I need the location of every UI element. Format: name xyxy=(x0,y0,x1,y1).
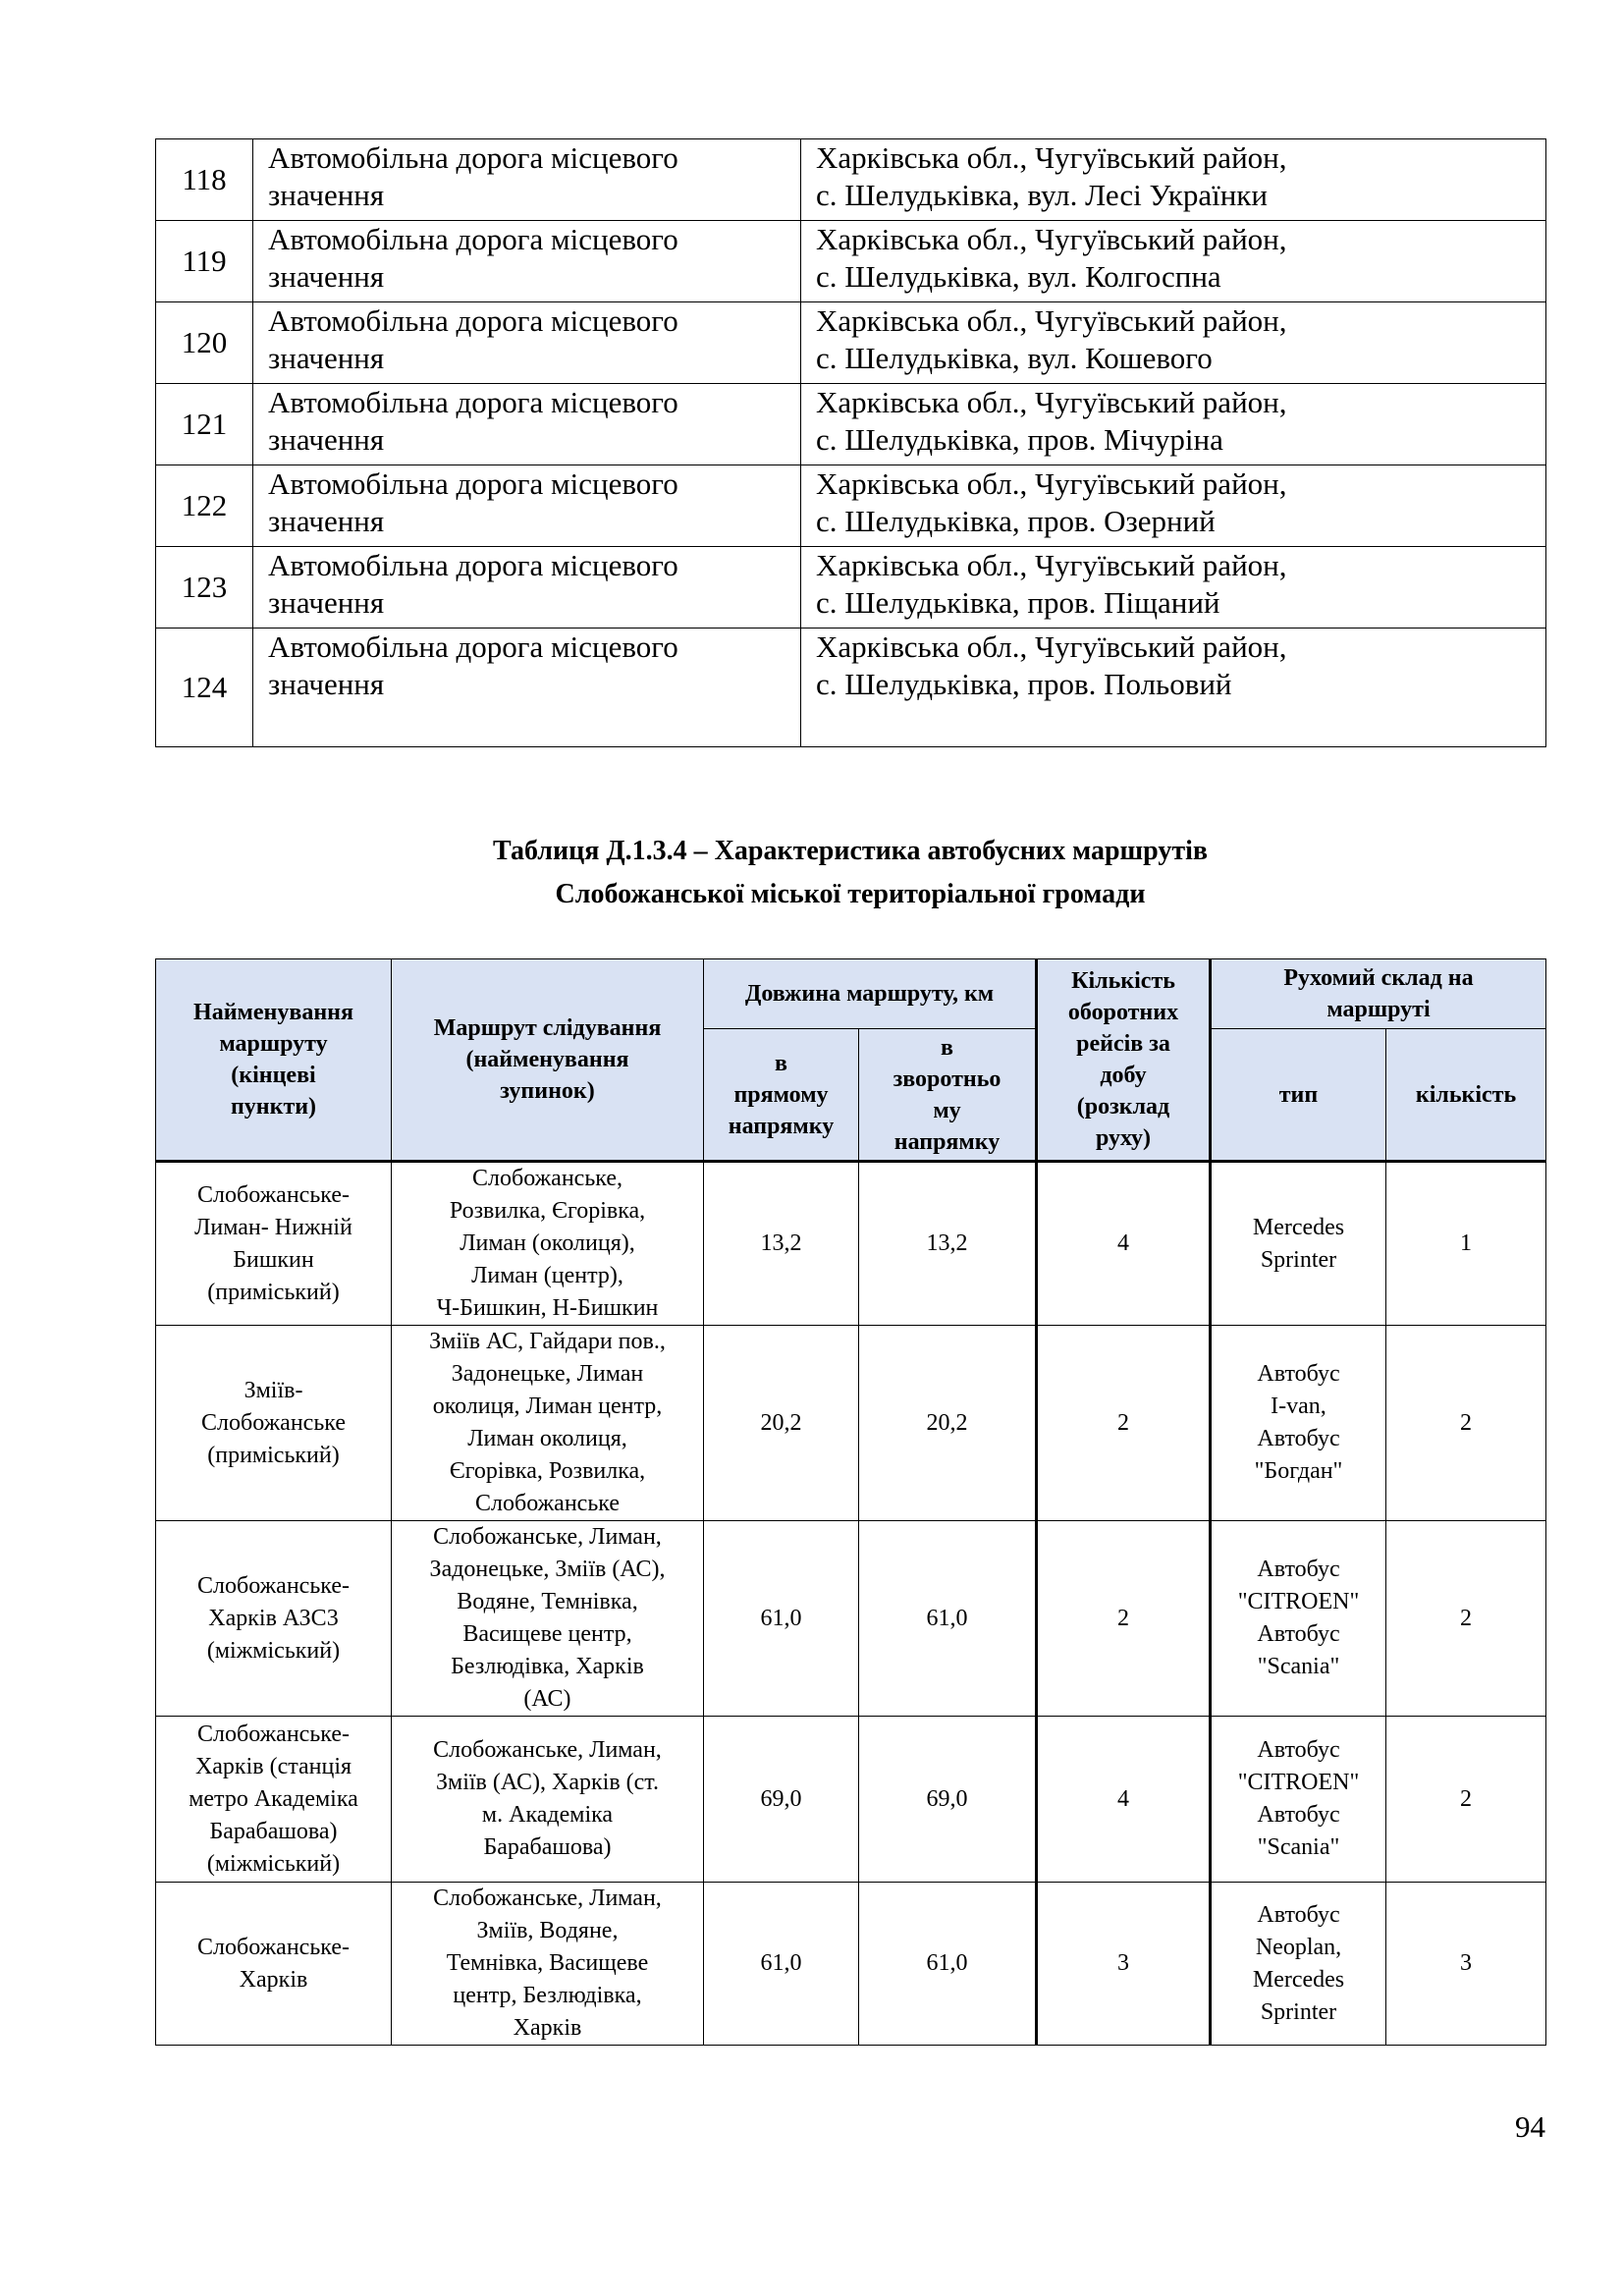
route-path-line: Харків xyxy=(513,2015,582,2041)
route-path-line: Слобожанське, Лиман, xyxy=(433,1524,662,1550)
header-route-path-line: Маршрут слідування xyxy=(433,1015,662,1041)
route-path-line: Зміїв АС, Гайдари пов., xyxy=(429,1329,666,1354)
table-caption xyxy=(155,830,1545,916)
table-row xyxy=(156,629,1546,747)
route-name-line: Слобожанське- xyxy=(197,1181,350,1208)
route-path-line: Лиман (центр), xyxy=(471,1263,623,1288)
header-forward-line: в xyxy=(775,1050,787,1076)
road-name: Автомобільна дорога місцевого значення xyxy=(253,384,801,465)
table-row xyxy=(156,1717,1546,1883)
header-rolling-stock xyxy=(1211,959,1546,1029)
route-path-line: Розвилка, Єгорівка, xyxy=(449,1198,646,1224)
header-type: тип xyxy=(1211,1029,1386,1162)
vehicle-count: 2 xyxy=(1386,1326,1546,1521)
daily-trips: 2 xyxy=(1037,1521,1211,1717)
table-row xyxy=(156,221,1546,302)
road-address: Харківська обл., Чугуївський район, с. Шелудьківка, пров. Мічуріна xyxy=(801,384,1546,465)
vehicle-type-line: Sprinter xyxy=(1260,1998,1337,2025)
route-path-line: Темнівка, Васищеве xyxy=(446,1950,649,1976)
table-row xyxy=(156,139,1546,221)
header-backward-line: напрямку xyxy=(893,1128,1001,1155)
vehicle-type-line: Автобус xyxy=(1257,1361,1340,1387)
route-path-line: Слобожанське, xyxy=(472,1166,623,1191)
vehicle-count: 1 xyxy=(1386,1162,1546,1326)
header-trips-line: рейсів за xyxy=(1076,1031,1170,1057)
bus-routes-table-body xyxy=(156,1162,1546,2046)
vehicle-type-line: "Scania" xyxy=(1257,1654,1340,1679)
route-path-line: Єгорівка, Розвилка, xyxy=(449,1458,646,1484)
road-name: Автомобільна дорога місцевого значення xyxy=(253,629,801,747)
vehicle-type-line: Mercedes xyxy=(1252,1214,1345,1240)
row-number: 118 xyxy=(156,139,253,221)
header-route-path-line: (найменування xyxy=(465,1047,629,1072)
page-number: 94 xyxy=(1515,2109,1545,2144)
vehicle-type-line: Sprinter xyxy=(1260,1246,1337,1273)
route-name-line: (приміський) xyxy=(207,1279,340,1305)
header-trips-line: добу xyxy=(1100,1063,1147,1088)
route-name-line: Харків (станція xyxy=(194,1753,352,1779)
vehicle-count: 2 xyxy=(1386,1521,1546,1717)
table-row xyxy=(156,302,1546,384)
route-name xyxy=(156,1162,392,1326)
route-path-line: Васищеве центр, xyxy=(462,1621,632,1647)
route-path-line: Барабашова) xyxy=(483,1834,612,1860)
table-row xyxy=(156,547,1546,629)
vehicle-type-line: I-van, xyxy=(1271,1394,1326,1419)
route-path-line: Зміїв (АС), Харків (ст. xyxy=(436,1770,659,1795)
caption-line-1: Таблиця Д.1.3.4 – Характеристика автобусних маршрутів xyxy=(492,836,1209,866)
table-row xyxy=(156,384,1546,465)
length-forward: 20,2 xyxy=(704,1326,859,1521)
header-route-name-line: Найменування xyxy=(193,1000,353,1025)
length-backward: 13,2 xyxy=(859,1162,1037,1326)
route-name-line: (приміський) xyxy=(207,1442,340,1468)
vehicle-count: 3 xyxy=(1386,1883,1546,2046)
route-name xyxy=(156,1883,392,2046)
route-path-line: Лиман (околиця), xyxy=(460,1230,635,1256)
vehicle-type-line: Neoplan, xyxy=(1255,1934,1342,1960)
table-row xyxy=(156,465,1546,547)
header-rolling-stock-line: маршруті xyxy=(1326,997,1431,1022)
vehicle-type-line: Автобус xyxy=(1257,1557,1340,1582)
road-address: Харківська обл., Чугуївський район, с. Шелудьківка, вул. Лесі Українки xyxy=(801,139,1546,221)
length-backward: 69,0 xyxy=(859,1717,1037,1883)
header-forward-line: прямому xyxy=(733,1081,829,1108)
route-path xyxy=(392,1162,704,1326)
road-address: Харківська обл., Чугуївський район, с. Шелудьківка, пров. Озерний xyxy=(801,465,1546,547)
vehicle-type-line: Автобус xyxy=(1257,1901,1340,1928)
vehicle-type xyxy=(1211,1717,1386,1883)
vehicle-type xyxy=(1211,1326,1386,1521)
road-address: Харківська обл., Чугуївський район, с. Шелудьківка, вул. Колгоспна xyxy=(801,221,1546,302)
route-path-line: Зміїв, Водяне, xyxy=(476,1918,619,1943)
header-rolling-stock-line: Рухомий склад на xyxy=(1283,965,1474,991)
vehicle-type-line: Автобус xyxy=(1257,1802,1340,1828)
header-backward-line: в xyxy=(941,1034,953,1061)
header-route-path-line: зупинок) xyxy=(500,1078,595,1104)
daily-trips: 4 xyxy=(1037,1162,1211,1326)
vehicle-type xyxy=(1211,1521,1386,1717)
vehicle-type xyxy=(1211,1162,1386,1326)
length-forward: 13,2 xyxy=(704,1162,859,1326)
route-name-line: Харків xyxy=(239,1966,308,1993)
header-backward-line: му xyxy=(933,1097,961,1123)
row-number: 124 xyxy=(156,629,253,747)
daily-trips: 2 xyxy=(1037,1326,1211,1521)
row-number: 120 xyxy=(156,302,253,384)
length-forward: 61,0 xyxy=(704,1521,859,1717)
road-address: Харківська обл., Чугуївський район, с. Шелудьківка, пров. Польовий xyxy=(801,629,1546,747)
header-route-path xyxy=(392,959,704,1162)
route-path xyxy=(392,1521,704,1717)
table-row xyxy=(156,1521,1546,1717)
row-number: 121 xyxy=(156,384,253,465)
road-name: Автомобільна дорога місцевого значення xyxy=(253,221,801,302)
row-number: 122 xyxy=(156,465,253,547)
route-name-line: (міжміський) xyxy=(206,1637,341,1664)
vehicle-type-line: Автобус xyxy=(1257,1737,1340,1763)
header-trips-line: (розклад xyxy=(1076,1094,1170,1120)
route-name-line: метро Академіка xyxy=(189,1785,358,1812)
caption-line-2: Слобожанської міської територіальної громади xyxy=(555,879,1146,909)
table-row xyxy=(156,1883,1546,2046)
header-backward xyxy=(859,1029,1037,1162)
route-name-line: Лиман- Нижній xyxy=(194,1214,352,1240)
route-path-line: Водяне, Темнівка, xyxy=(457,1589,638,1614)
vehicle-type-line: "CITROEN" xyxy=(1237,1770,1360,1795)
header-forward-line: напрямку xyxy=(728,1113,835,1139)
route-path-line: Слобожанське, Лиман, xyxy=(433,1886,662,1911)
route-name-line: Слобожанське xyxy=(201,1409,346,1436)
route-path-line: Безлюдівка, Харків xyxy=(451,1654,644,1679)
route-name-line: Слобожанське- xyxy=(197,1934,350,1960)
route-name-line: Барабашова) xyxy=(209,1818,338,1844)
route-path-line: м. Академіка xyxy=(481,1802,614,1828)
daily-trips: 3 xyxy=(1037,1883,1211,2046)
row-number: 119 xyxy=(156,221,253,302)
road-name: Автомобільна дорога місцевого значення xyxy=(253,139,801,221)
route-path xyxy=(392,1883,704,2046)
header-trips-line: оборотних xyxy=(1067,1000,1179,1025)
route-path-line: (АС) xyxy=(523,1686,571,1712)
roads-table xyxy=(155,138,1546,747)
route-name xyxy=(156,1521,392,1717)
route-name xyxy=(156,1717,392,1883)
vehicle-count: 2 xyxy=(1386,1717,1546,1883)
table-row xyxy=(156,1326,1546,1521)
route-path-line: Слобожанське, Лиман, xyxy=(433,1737,662,1763)
route-path xyxy=(392,1717,704,1883)
header-route-name xyxy=(156,959,392,1162)
vehicle-type-line: Автобус xyxy=(1257,1426,1340,1451)
route-path-line: околиця, Лиман центр, xyxy=(432,1394,663,1419)
vehicle-type-line: "CITROEN" xyxy=(1237,1589,1360,1614)
header-backward-line: зворотньо xyxy=(893,1066,1001,1092)
route-path xyxy=(392,1326,704,1521)
length-backward: 61,0 xyxy=(859,1883,1037,2046)
route-path-line: Задонецьке, Лиман xyxy=(451,1361,644,1387)
length-backward: 61,0 xyxy=(859,1521,1037,1717)
length-backward: 20,2 xyxy=(859,1326,1037,1521)
header-route-name-line: маршруту xyxy=(219,1031,328,1057)
road-name: Автомобільна дорога місцевого значення xyxy=(253,547,801,629)
road-address: Харківська обл., Чугуївський район, с. Шелудьківка, вул. Кошевого xyxy=(801,302,1546,384)
route-name xyxy=(156,1326,392,1521)
header-route-name-line: пункти) xyxy=(230,1094,317,1120)
route-path-line: Задонецьке, Зміїв (АС), xyxy=(429,1557,666,1582)
row-number: 123 xyxy=(156,547,253,629)
route-name-line: Бишкин xyxy=(233,1246,314,1273)
route-name-line: Слобожанське- xyxy=(197,1721,350,1747)
length-forward: 61,0 xyxy=(704,1883,859,2046)
header-trips-line: Кількість xyxy=(1071,968,1175,994)
vehicle-type-line: Автобус xyxy=(1257,1621,1340,1647)
route-name-line: Харків АЗС3 xyxy=(208,1605,339,1631)
route-name-line: Зміїв- xyxy=(244,1377,303,1403)
road-name: Автомобільна дорога місцевого значення xyxy=(253,465,801,547)
bus-routes-table xyxy=(155,958,1546,2046)
daily-trips: 4 xyxy=(1037,1717,1211,1883)
vehicle-type-line: Mercedes xyxy=(1252,1966,1345,1993)
header-count: кількість xyxy=(1386,1029,1546,1162)
header-trips xyxy=(1037,959,1211,1162)
table-row xyxy=(156,1162,1546,1326)
header-route-length: Довжина маршруту, км xyxy=(704,959,1037,1029)
route-path-line: Ч-Бишкин, Н-Бишкин xyxy=(436,1295,659,1321)
header-forward xyxy=(704,1029,859,1162)
header-route-name-line: (кінцеві xyxy=(231,1063,316,1088)
route-path-line: центр, Безлюдівка, xyxy=(453,1983,642,2008)
vehicle-type xyxy=(1211,1883,1386,2046)
length-forward: 69,0 xyxy=(704,1717,859,1883)
vehicle-type-line: "Богдан" xyxy=(1254,1458,1343,1484)
roads-table-body xyxy=(156,139,1546,747)
vehicle-type-line: "Scania" xyxy=(1257,1834,1340,1860)
header-trips-line: руху) xyxy=(1095,1125,1152,1151)
route-name-line: (міжміський) xyxy=(206,1850,341,1877)
header-row-1 xyxy=(156,959,1546,1029)
road-name: Автомобільна дорога місцевого значення xyxy=(253,302,801,384)
route-path-line: Слобожанське xyxy=(475,1491,620,1516)
route-path-line: Лиман околиця, xyxy=(467,1426,627,1451)
road-address: Харківська обл., Чугуївський район, с. Шелудьківка, пров. Піщаний xyxy=(801,547,1546,629)
route-name-line: Слобожанське- xyxy=(197,1572,350,1599)
